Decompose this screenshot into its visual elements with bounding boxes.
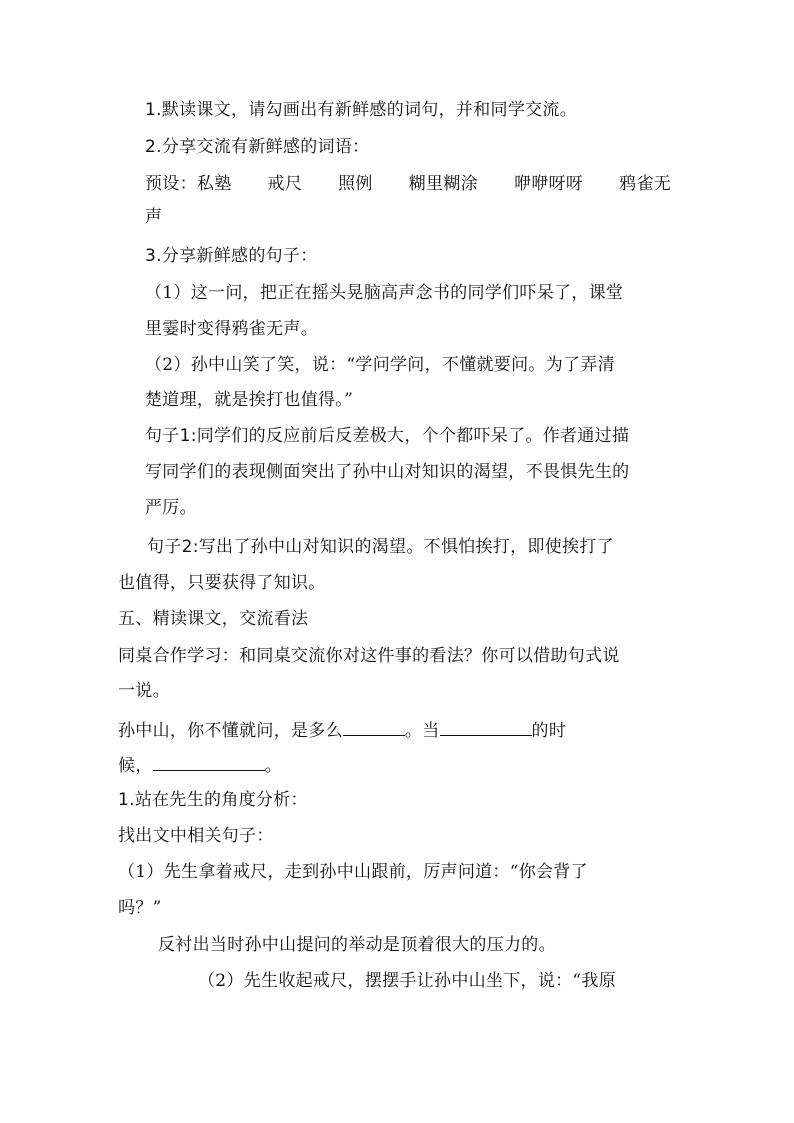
sentence-frame-line-2 [118,752,282,777]
teacher-quote-1-line-2: 吗？” [118,898,162,918]
item-1-instruction: 1.默读课文，请勾画出有新鲜感的词句，并和同学交流。 [145,100,578,120]
preset-words-line [145,173,671,195]
frame-text: 候， [118,756,153,776]
fill-blank-3[interactable] [153,752,265,771]
pair-work-line-1: 同桌合作学习：和同桌交流你对这件事的看法？你可以借助句式说 [118,646,620,666]
preset-label: 预设： [145,174,197,194]
pair-work-line-2: 一说。 [118,681,170,701]
teacher-quote-1-line-1: （1）先生拿着戒尺，走到孙中山跟前，厉声问道：“你会背了 [118,862,588,882]
preset-word: 咿咿呀呀 [513,174,584,194]
preset-word: 私塾 [196,174,232,194]
sentence-frame-line-1 [118,717,566,742]
teacher-quote-2-line-1: （2）先生收起戒尺，摆摆手让孙中山坐下，说：“我原 [198,971,617,991]
frame-text: 。 [264,756,282,776]
item-2-heading: 2.分享交流有新鲜感的词语： [145,137,370,157]
fill-blank-2[interactable] [440,717,532,736]
find-sentences-instruction: 找出文中相关句子： [118,826,274,846]
fill-blank-1[interactable] [343,717,405,736]
frame-text: 的时 [531,721,567,741]
quote-2-line-2: 楚道理，就是挨打也值得。” [145,390,354,410]
quote-1-line-2: 里霎时变得鸦雀无声。 [145,319,318,339]
teacher-analysis-1: 反衬出当时孙中山提问的举动是顶着很大的压力的。 [158,935,556,955]
analysis-2-line-1: 句子2:写出了孙中山对知识的渴望。不惧怕挨打，即使挨打了 [147,537,614,557]
analysis-1-line-1: 句子1:同学们的反应前后反差极大，个个都吓呆了。作者通过描 [145,426,630,446]
frame-text: 孙中山，你不懂就问，是多么 [118,721,343,741]
analysis-1-line-3: 严厉。 [145,498,197,518]
preset-word: 糊里糊涂 [408,174,478,194]
quote-1-line-1: （1）这一问，把正在摇头晃脑高声念书的同学们吓呆了，课堂 [145,283,624,303]
section-5-heading: 五、精读课文，交流看法 [118,609,309,629]
analysis-1-line-2: 写同学们的表现侧面突出了孙中山对知识的渴望，不畏惧先生的 [145,462,630,482]
analysis-2-line-2: 也值得，只要获得了知识。 [118,573,326,593]
preset-word: 鸦雀无 [619,174,672,194]
preset-word: 戒尺 [267,174,303,194]
quote-2-line-1: （2）孙中山笑了笑，说：“学问学问，不懂就要问。为了弄清 [145,355,615,375]
preset-word: 照例 [338,174,373,194]
preset-words-continuation: 声 [145,207,163,227]
item-3-heading: 3.分享新鲜感的句子： [145,246,318,266]
frame-text: 。当 [404,721,440,741]
teacher-perspective-heading: 1.站在先生的角度分析： [118,790,308,810]
